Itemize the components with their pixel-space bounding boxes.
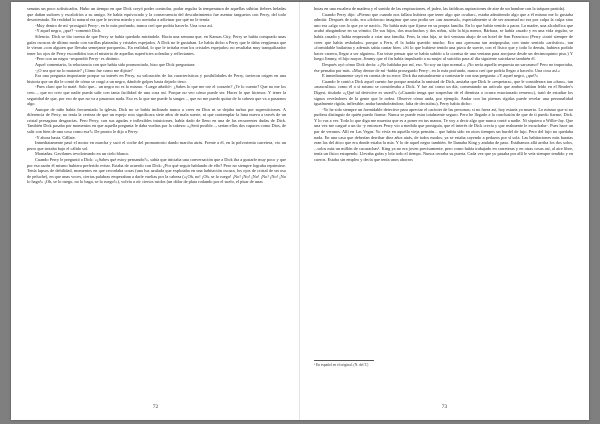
paragraph: -Y aquel negro, ¿qué? -comentó Dick. — [35, 28, 102, 34]
paragraph: -Pues claro que lo maté. Solo que... un negro no es lo mismo. -Luego añadió-: ¿Sabes lo que me roe el corazón? ¿Te lo cuento? Que no me los creo..., que no creo que nadie pueda salir con tanta facilidad de una cosa así. Porque no veo cómo puede ser. Hacer lo que hicimos. Y tener la seguridad de que, por eso de que no va a pasarnos nada. Eso es lo que me puede la sangre..., que no me puedo quitar de la cabeza que va a pasarnos algo. — [27, 84, 286, 107]
paragraph: -Y ahora basta. Cállate. — [35, 134, 76, 140]
paragraph: Cuando Perry le preguntó a Dick: «¿Sabes qué estoy pensando?», sabía que iniciaba una conversación que a Dick iba a gustarle muy poco y que por esa razón él mismo hubiera preferido evitar. Estaba de acuerdo con Dick: ¿Por qué seguir hablando de ello? Pero no siempre lograba reprimirse. Tenía lapsos de debilidad, momentos en que recordaba cosas (una luz azulada que explotaba en una habitación oscura, los ojos de cristal de un oso de peluche), en que unas voces, ciertas palabras empezaban a darle vueltas por la cabeza («¡Oh, no! ¡Oh, se lo ruego! ¡No! ¡No! ¡No! ¡No! ¡No! ¡No lo haga!» ¡Oh, se lo ruego, no lo haga, se lo ruego!»), volvía a oír ciertos ruidos (un dólar de plata rodando por el suelo, el pisar de unas — [27, 157, 286, 185]
right-page — [300, 2, 589, 420]
paragraph: Inmediatamente pasó el motor en marcha y sacó el coche del promontorio dando marcha atrás. Frente a él, en la polvorienta carretera, vio un perro que trotaba bajo el cálido sol. — [27, 140, 286, 151]
footnote: ¹ En español en el original. (N. del T.) — [314, 363, 369, 367]
book-spread — [11, 2, 589, 420]
page-number-right: 73 — [441, 404, 448, 410]
paragraph: Silencio. Dick se dio cuenta de que Perry se había quedado mirándole. Hacía una semana que, en Kansas City, Perry se había comprado unas gafas oscuras de último modo con varillas plateadas y cristales espejados. A Dick no le gustaban. Le había dicho a Perry que le daba vergüenza que le vieran «con alguien que llevaba semejante porquería». En realidad, lo que le irritaba eran los cristales espejados: no resultaba muy tranquilizador tener los ojos de Perry escondidos tras el misterio de aquellas superficies soleadas y reflectantes. — [27, 33, 286, 56]
paragraph: Cuando le contó a Dick aquel cuento fue porque ansiaba la amistad de Dick, ansiaba que Dick le «respetara», que le considerara tan «duro», tan «masculino» como él a sí mismo se consideraba a Dick. Y fue así como un día, comentando un artículo que ambos habían leído en el Reader's Digest, titulado «¿Qué tal detective es usted?» («Cuando tenga que sospechar de el dientista o ocurra estacionado remero»), trató de estudiar los signos reveladores de la gente que le rodea. Observe cómo anda, por ejemplo. Andar con las piernas rígidas puede revelar una personalidad igualmente rígida, inflexible; andar bamboleándose, falta de decisión»), Perry había dicho: — [314, 78, 573, 107]
paragraph: -Muy dentro de mí -prosiguió Perry-, en lo más profundo, nunca creí que podría hacerlo. Una cosa así. — [35, 22, 214, 28]
right-page-text — [314, 6, 573, 354]
paragraph: Después oyó cómo Dick decía: «¡No hablaba por mí, eso. Yo soy un tipo normal.» ¡No sería aquella respuesta un sarcasmo? Pero no importaba, ése pensaba por más. «Muy dentro de mí -había proseguido Perry-, en lo más profundo, nunca creí que podría llegar a hacerlo. Una cosa así.» — [314, 61, 573, 73]
paragraph: Era una pregunta importante porque su interés en Perry, su valoración de las características y posibilidades de Perry, tuvieron origen en una historia que un día le contó de cómo se cargó a un negro, dándole golpes hasta dejarlo tieso. — [27, 73, 286, 84]
page-number-left: 72 — [152, 404, 159, 410]
paragraph: Cuando Perry dijo: «Pienso que cuando nos fallara hubiera que tener algo que ocultar», estaba admitiendo algo que a él mismo me lo gustaba admitir. Después de todo, era «doloroso imaginar que uno podía ser «un anormal», especialmente si de ser anormal no era por culpa la culpa sino uno era «algo con lo que yo se nació». No había más que fijarse en su propia familia. En lo que había venido a parar. La madre, una alcohólica que acabó ahogándose en su vómito. De sus hijos, dos muchachos y dos niñas, sólo la hija menor, Bárbara, se había casado y en una vida regular, se había casado y había empezado a criar una familia. Fern, la otra hija, se tiró ventana abajo de un hotel de San Francisco (Perry «trató siempre de creer que había resbalado» porque a Fern, él la había querido mucho. Era una «persona tan antipopular, con tanto sentido «artístico», tan «formidable bailarina y además sabía cantar bien. «Si lo que hubiese tenido una pizca de suerte, con el físico que y todo lo demás, hubiera podido hacer carrera, llegar a ser alguien». Era triste pensar que se había subido a la cornisa de una ventana para arrojarse desde un decimoquinto piso.) Y luego Jimmy, el hijo mayor, Jimmy que el fin había impulsado a su mujer al suicidio para al día siguiente suicidarse también él. — [314, 11, 573, 62]
paragraph: Aquel comentario, la reluctancia con que había sido pronunciado, hizo que Dick preguntara: — [35, 61, 196, 67]
left-page — [11, 2, 300, 420]
paragraph: -Pero con un negro -respondió Perry- es distinto. — [35, 56, 120, 62]
paragraph: Montañas. Gavilanes revoloteando en un cielo blanco. — [35, 151, 130, 157]
left-page-text — [27, 6, 286, 388]
footnote-rule — [314, 360, 374, 361]
paragraph: Aunque de niño había frecuentado la iglesia, Dick no se había inclinado nunca a creer en Dios ni se dejaba turbar por supersticiones. A diferencia de Perry, no tenía la certeza de que un espejo roto significara siete años de mala suerte, ni que contemplar la luna nueva a través de un cristal presagiara desgracias. Pero Perry, con sus agudas e inflexibles intuiciones, había dado de lleno en una de las recurrentes dudas de Dick. También Dick pasaba por momentos en que aquella pregunta le daba vueltas por la cabeza: «¿Será posible..., serían ellos dos capaces como Dios, de salir con bien de una cosa como esa?» De pronto le dijo a Perry: — [27, 106, 286, 135]
paragraph: E inmediatamente cayó en cuenta de su error: Dick iba naturalmente a contestarle con una pregunta: «Y aquel negro, ¿qué?» — [322, 73, 539, 79]
paragraph: senatus un poco sofisticados. Hubo un tiempo en que Dick creyó poder controlar, podar regular la temperatura de aquellas súbitas fiebres heladas que dañan sudores y escalofríos a su amigo. Se había equivocado y la consecuencia del descubrimiento fue asentar tanguetos con Perry, del todo desorientado. En realidad lo natural era que le tuviera miedo y no acertaba a adivinar por qué no le temía. — [27, 6, 286, 23]
paragraph: -¿O sea que no lo mataste? ¿Cómo fue como me dijiste? — [35, 67, 133, 73]
paragraph: botas en una escalera de madera y el sonido de las respiraciones, el jadeo, las fatídicas aspiraciones de aire de un hombre con la tráquea partida). — [314, 6, 566, 11]
paragraph: -Yo he sido siempre un formidable detective para apreciar el carácter de las personas; si no fuera así, hoy estaría ya muerto. Lo mismo que si no pudiera distinguir de quién puedo fiarme. Nunca se puede estar totalmente seguro. Pero he llegado a la conclusión de que de ti puedo fiarme, Dick. Y lo vas a ver. Todo lo que diga me muestra que es a poner en tus manos. Te voy a decir algo que nunca conté a nadie. Ni siquiera a Willie-Jay. Que una vez me cargué a un tío -y entonces Perry vio a medida que prosiguía, que el interés de Dick crecía y que realmente le escuchaba-. Pues hace un par de veranos. Allí en Las Vegas. Yo vivía en aquella vieja pensión... que había sido en otros tiempos un burdel de lujo. Pero del lujo no quedaba nada. En una casa que deberían derribar diez años atrás, de todos modos, ya se estaba cayendo a pedazos por sí sola. Las habitaciones más baratas eran las del ático que era donde estaba la mía. Y lo de aquel negro también. Se llamaba King y andaba de paso. Estábamos allá arriba los dos solos, ...solos más un millón de cucarachas¹. King ya no era joven precisamente, pero como había trabajado en carreteras y en otras cosas así, al aire libre, tenía un físico estupendo. Llevaba gafas y leía todo el tiempo. Nunca cerraba su puerta. Cada vez que yo pasaba por allí le veía siempre tendido y en cueros. Estaba sin empleo y decía que tenía unos ahorros — [314, 106, 573, 163]
